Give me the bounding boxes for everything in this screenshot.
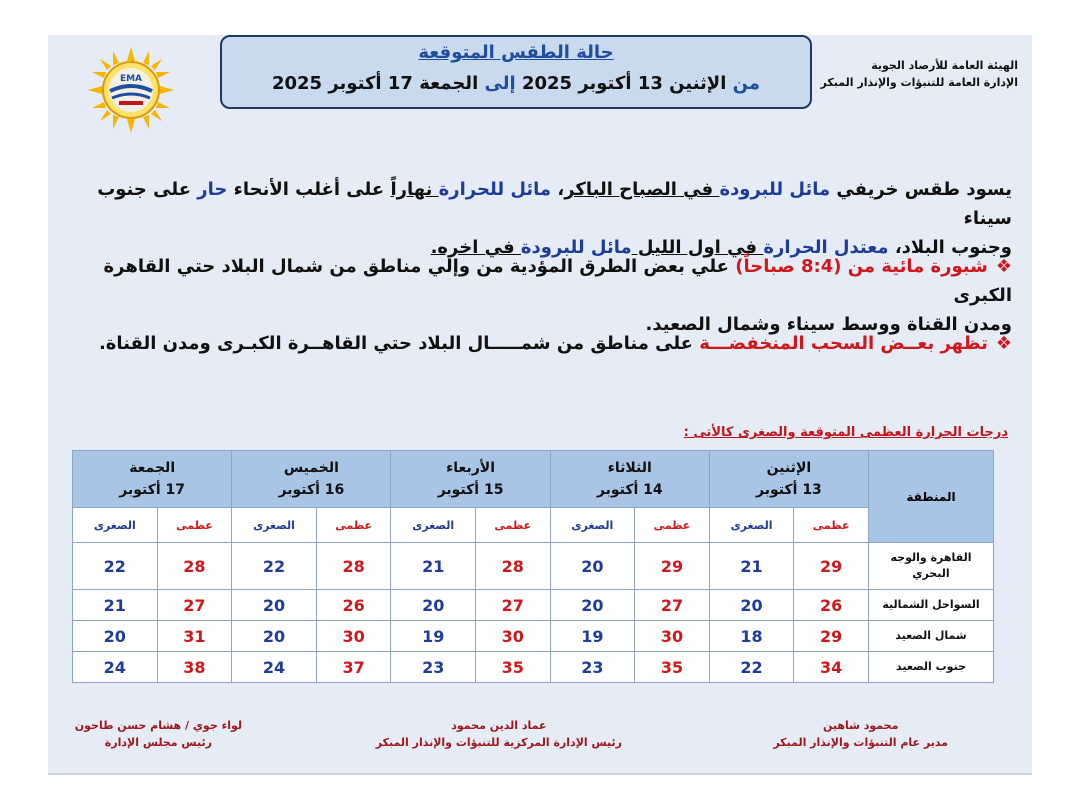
min-label: الصغرى bbox=[550, 508, 634, 543]
signature-central-director: عماد الدين محمود رئيس الإدارة المركزية للتنبؤات والإنذار المبكر bbox=[375, 719, 622, 749]
max-temp-cell: 31 bbox=[157, 621, 232, 652]
table-subheader-row bbox=[73, 508, 994, 543]
org-name: الهيئة العامة للأرصاد الجوية bbox=[871, 59, 1018, 72]
min-temp-cell: 21 bbox=[709, 543, 793, 590]
min-temp-cell: 23 bbox=[391, 652, 475, 683]
max-temp-cell: 26 bbox=[794, 590, 869, 621]
min-temp-cell: 22 bbox=[73, 543, 158, 590]
day-header: الجمعة 17 أكتوبر bbox=[73, 451, 232, 508]
max-label: عظمى bbox=[635, 508, 710, 543]
fog-warning: ❖شبورة مائية من (8:4 صباحاً) علي بعض الطرق المؤدية من وإلي مناطق من شمال البلاد حتي القاهرة الكبرى ومدن القناة ووسط سيناء وشمال الصعيد. bbox=[103, 256, 1012, 335]
org-department: الإدارة العامة للتنبؤات والإنذار المبكر bbox=[820, 76, 1018, 89]
table-header-row bbox=[73, 451, 994, 508]
max-temp-cell: 28 bbox=[316, 543, 391, 590]
bullet-icon: ❖ bbox=[995, 333, 1012, 354]
min-temp-cell: 20 bbox=[550, 543, 634, 590]
min-label: الصغرى bbox=[73, 508, 158, 543]
max-temp-cell: 34 bbox=[794, 652, 869, 683]
temperature-table bbox=[72, 450, 994, 683]
signature-board-chairman: لواء جوي / هشام حسن طاحون رئيس مجلس الإدارة bbox=[74, 719, 242, 749]
min-temp-cell: 20 bbox=[232, 590, 316, 621]
min-temp-cell: 22 bbox=[709, 652, 793, 683]
table-row bbox=[73, 652, 994, 683]
region-cell: جنوب الصعيد bbox=[869, 652, 994, 683]
min-label: الصغرى bbox=[709, 508, 793, 543]
max-temp-cell: 35 bbox=[635, 652, 710, 683]
max-temp-cell: 35 bbox=[475, 652, 550, 683]
day-header: الثلاثاء 14 أكتوبر bbox=[550, 451, 709, 508]
organization-header bbox=[821, 57, 1018, 91]
temperature-table-caption: درجات الحرارة العظمى المتوقعة والصغرى كالأتى : bbox=[683, 425, 1008, 440]
region-cell: السواحل الشمالية bbox=[869, 590, 994, 621]
max-label: عظمى bbox=[475, 508, 550, 543]
forecast-sheet bbox=[48, 35, 1032, 775]
min-temp-cell: 19 bbox=[391, 621, 475, 652]
region-cell: شمال الصعيد bbox=[869, 621, 994, 652]
bullet-icon: ❖ bbox=[995, 256, 1012, 277]
min-temp-cell: 23 bbox=[550, 652, 634, 683]
logo-text: EMA bbox=[119, 74, 143, 84]
max-temp-cell: 27 bbox=[635, 590, 710, 621]
min-temp-cell: 24 bbox=[73, 652, 158, 683]
max-temp-cell: 28 bbox=[475, 543, 550, 590]
region-column-header: المنطقة bbox=[869, 451, 994, 543]
max-temp-cell: 29 bbox=[635, 543, 710, 590]
min-temp-cell: 21 bbox=[391, 543, 475, 590]
table-row bbox=[73, 590, 994, 621]
max-label: عظمى bbox=[316, 508, 391, 543]
max-temp-cell: 29 bbox=[794, 621, 869, 652]
table-row bbox=[73, 543, 994, 590]
max-temp-cell: 30 bbox=[475, 621, 550, 652]
min-temp-cell: 20 bbox=[550, 590, 634, 621]
day-header: الإثنين 13 أكتوبر bbox=[709, 451, 868, 508]
min-temp-cell: 22 bbox=[232, 543, 316, 590]
min-temp-cell: 20 bbox=[73, 621, 158, 652]
general-forecast-paragraph: يسود طقس خريفي مائل للبرودة في الصباح الباكر، مائل للحرارة نهاراً على أغلب الأنحاء حار على جنوب سيناء وجنوب البلاد، معتدل الحرارة في اول الليل مائل للبرودة في اخره. bbox=[97, 179, 1012, 258]
min-temp-cell: 20 bbox=[709, 590, 793, 621]
max-temp-cell: 37 bbox=[316, 652, 391, 683]
max-temp-cell: 27 bbox=[475, 590, 550, 621]
signature-forecast-director: محمود شاهين مدير عام التنبؤات والإنذار المبكر bbox=[773, 719, 948, 749]
min-temp-cell: 21 bbox=[73, 590, 158, 621]
min-temp-cell: 20 bbox=[391, 590, 475, 621]
max-temp-cell: 29 bbox=[794, 543, 869, 590]
min-label: الصغرى bbox=[391, 508, 475, 543]
max-temp-cell: 27 bbox=[157, 590, 232, 621]
min-temp-cell: 24 bbox=[232, 652, 316, 683]
max-temp-cell: 28 bbox=[157, 543, 232, 590]
day-header: الخميس 16 أكتوبر bbox=[232, 451, 391, 508]
min-label: الصغرى bbox=[232, 508, 316, 543]
max-temp-cell: 30 bbox=[635, 621, 710, 652]
max-label: عظمى bbox=[157, 508, 232, 543]
day-header: الأربعاء 15 أكتوبر bbox=[391, 451, 550, 508]
min-temp-cell: 20 bbox=[232, 621, 316, 652]
title-box bbox=[220, 35, 812, 109]
clouds-note: ❖تظهر بعــض السحب المنخفضـــة على مناطق من شمـــــال البلاد حتي القاهــرة الكبـرى ومدن القناة. bbox=[98, 333, 1012, 354]
page-title: حالة الطقس المتوقعة bbox=[418, 42, 614, 63]
max-temp-cell: 38 bbox=[157, 652, 232, 683]
min-temp-cell: 18 bbox=[709, 621, 793, 652]
forecast-date-range: من الإثنين 13 أكتوبر 2025 إلى الجمعة 17 أكتوبر 2025 bbox=[271, 73, 760, 94]
min-temp-cell: 19 bbox=[550, 621, 634, 652]
ema-logo bbox=[86, 45, 176, 135]
table-row bbox=[73, 621, 994, 652]
max-label: عظمى bbox=[794, 508, 869, 543]
max-temp-cell: 26 bbox=[316, 590, 391, 621]
max-temp-cell: 30 bbox=[316, 621, 391, 652]
region-cell: القاهرة والوجه البحري bbox=[869, 543, 994, 590]
